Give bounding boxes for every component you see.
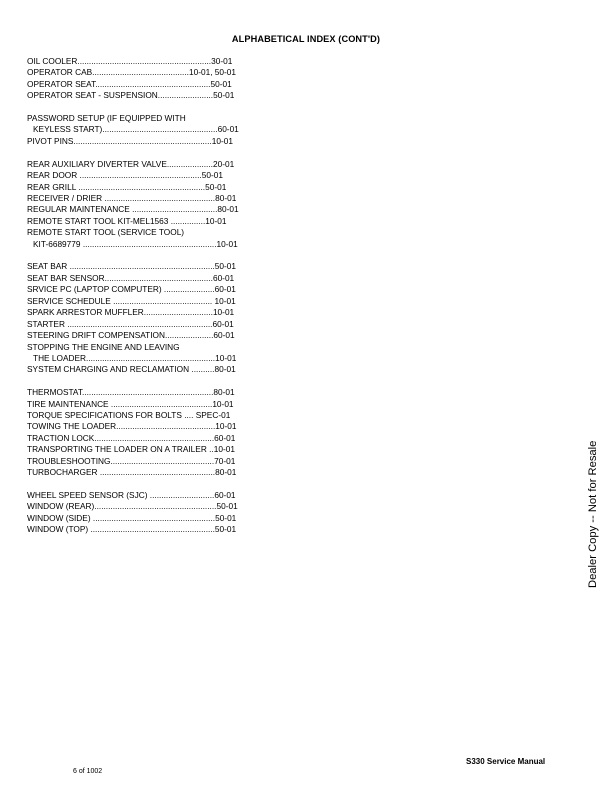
index-entry: REMOTE START TOOL KIT-MEL1563 ...............10-01 [27,215,227,226]
index-entry: WINDOW (SIDE) .....................................................50-01 [27,512,237,523]
index-entry: REAR GRILL .......................................................50-01 [27,181,227,192]
index-entry: TURBOCHARGER ..................................................80-01 [27,467,237,478]
index-entry: RECEIVER / DRIER ................................................80-01 [27,192,237,203]
page-number: 6 of 1002 [73,768,103,775]
index-entry: OPERATOR CAB..........................................10-01, 50-01 [27,67,237,78]
index-entry: SPARK ARRESTOR MUFFLER..............................10-01 [27,307,235,318]
index-entry: TOWING THE LOADER...........................................10-01 [27,421,237,432]
index-entry: REMOTE START TOOL (SERVICE TOOL) [27,227,185,238]
index-entry: SEAT BAR SENSOR...............................................60-01 [27,272,235,283]
manual-name: S330 Service Manual [466,757,546,766]
index-entry: OPERATOR SEAT..................................................50-01 [27,78,232,89]
index-group-t [27,387,279,479]
index-entry: OIL COOLER..........................................................30-01 [27,56,233,66]
index-entry: SEAT BAR ...............................................................50-01 [27,261,237,272]
index-entry: REGULAR MAINTENANCE .....................................80-01 [27,204,239,215]
index-entry: THERMOSTAT.........................................................80-01 [27,387,235,398]
index-group-o [27,56,279,102]
index-group-p [27,113,279,147]
index-entry: STOPPING THE ENGINE AND LEAVING [27,341,180,352]
index-entry: PIVOT PINS............................................................10-01 [27,135,233,146]
index-entry: REAR AUXILIARY DIVERTER VALVE....................20-01 [27,158,235,169]
index-entry: SYSTEM CHARGING AND RECLAMATION ..........80-01 [27,364,236,375]
index-entry: REAR DOOR .....................................................50-01 [27,170,223,181]
index-entry: WINDOW (REAR).....................................................50-01 [27,501,238,512]
index-entry: SERVICE SCHEDULE ........................................... 10-01 [27,295,236,306]
index-group-r [27,159,279,251]
page-title: ALPHABETICAL INDEX (CONT'D) [231,34,381,44]
index-entry: OPERATOR SEAT - SUSPENSION........................50-01 [27,90,235,101]
index-entry: THE LOADER........................................................10-01 [33,352,237,363]
index-entry: TIRE MAINTENANCE ............................................10-01 [27,398,234,409]
index-entry: TRANSPORTING THE LOADER ON A TRAILER ..10-01 [27,444,235,455]
watermark-side-text: Dealer Copy -- Not for Resale [587,440,599,588]
index-entry: TROUBLESHOOTING.............................................70-01 [27,455,236,466]
index-group-s [27,261,279,375]
index-entry: STEERING DRIFT COMPENSATION.....................60-01 [27,330,235,341]
index-entry: WINDOW (TOP) ......................................................50-01 [27,524,237,535]
index-entry: KEYLESS START)..................................................60-01 [33,124,239,135]
index-entry: KIT-6689779 ..........................................................10-01 [33,238,238,249]
index-entry: SRVICE PC (LAPTOP COMPUTER) ......................60-01 [27,284,236,295]
index-entry: TORQUE SPECIFICATIONS FOR BOLTS .... SPEC-01 [27,410,231,420]
index-entry: TRACTION LOCK....................................................60-01 [27,432,236,443]
index-entry: PASSWORD SETUP (IF EQUIPPED WITH [27,113,186,124]
alphabetical-index [27,56,279,547]
index-entry: STARTER ...............................................................60-01 [27,318,234,329]
index-entry: WHEEL SPEED SENSOR (SJC) ............................60-01 [27,489,236,500]
index-group-w [27,490,279,536]
